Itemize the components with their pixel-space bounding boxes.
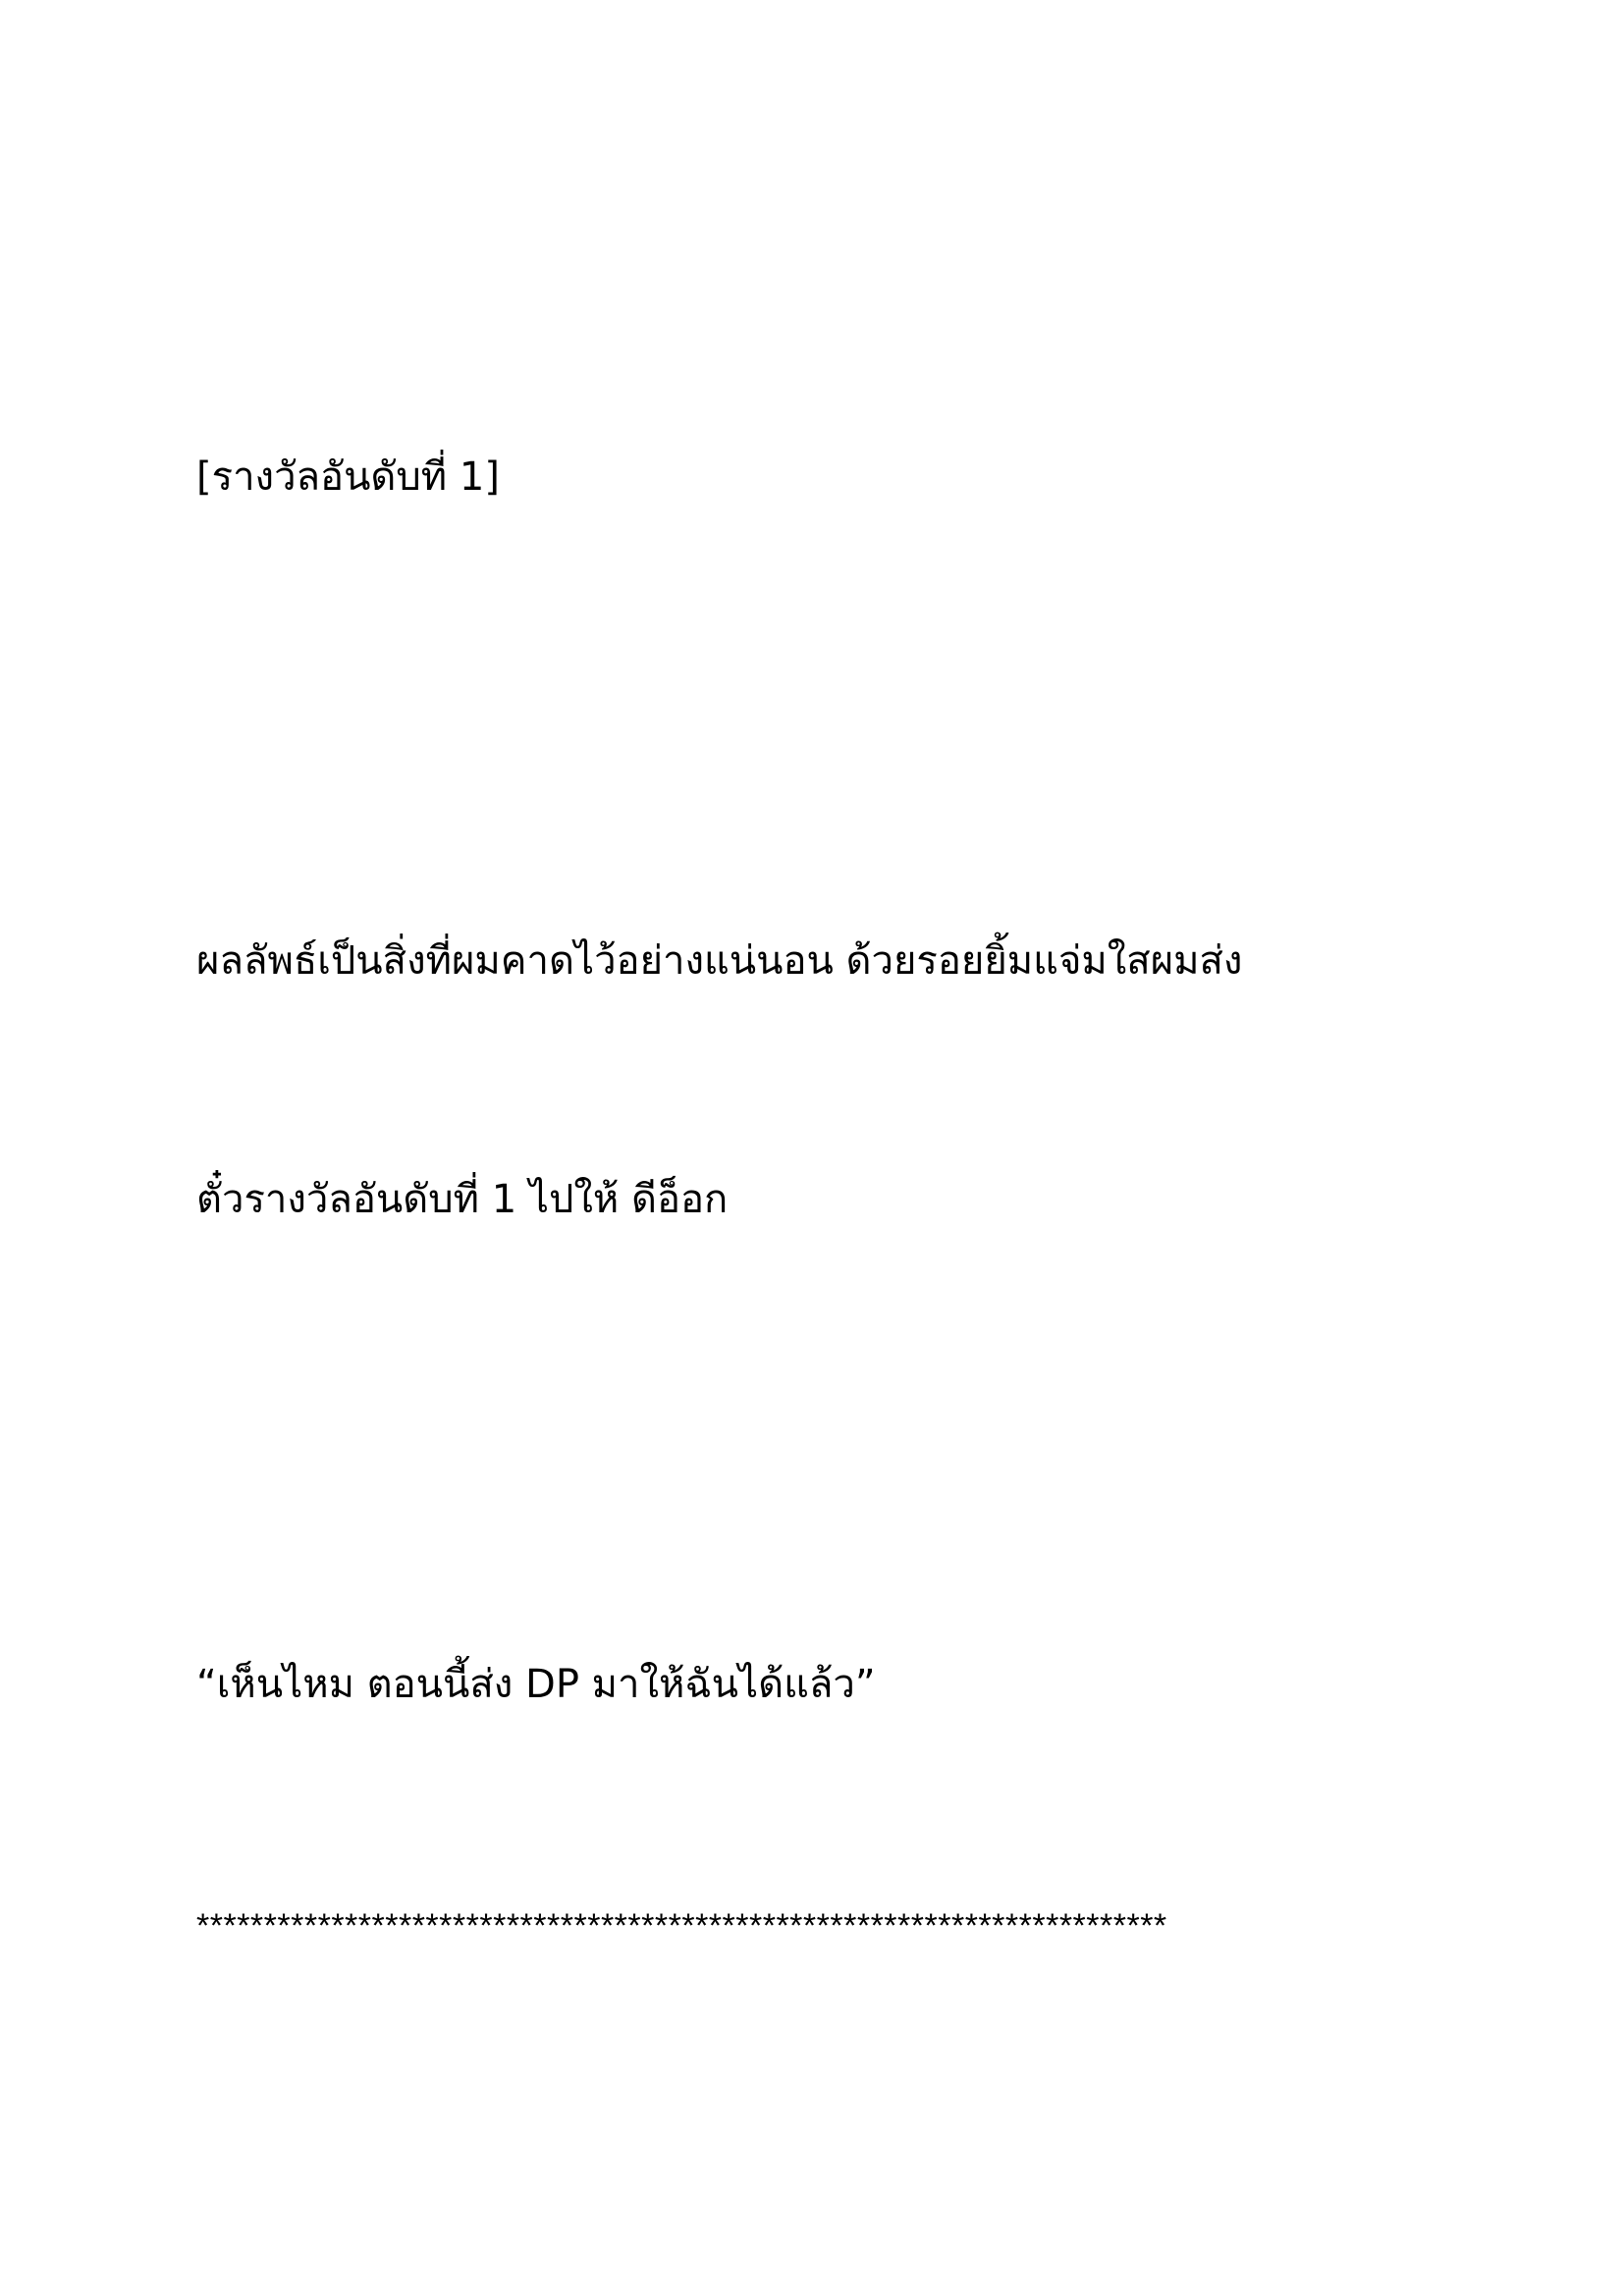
paragraph-line: ผลลัพธ์เป็นสิ่งที่ผมคาดไว้อย่างแน่นอน ด้วยรอยยิ้มแจ่มใสผมส่ง: [196, 938, 1243, 984]
paragraph-line: ตั๋วรางวัลอันดับที่ 1 ไปให้ ดีอ็อก: [196, 1177, 729, 1222]
section-separator: ************************************************************************: [196, 1909, 1167, 1943]
dialogue-line: “เห็นไหม ตอนนี้ส่ง DP มาให้ฉันได้แล้ว”: [196, 1662, 876, 1707]
section-heading: [รางวัลอันดับที่ 1]: [196, 454, 500, 500]
